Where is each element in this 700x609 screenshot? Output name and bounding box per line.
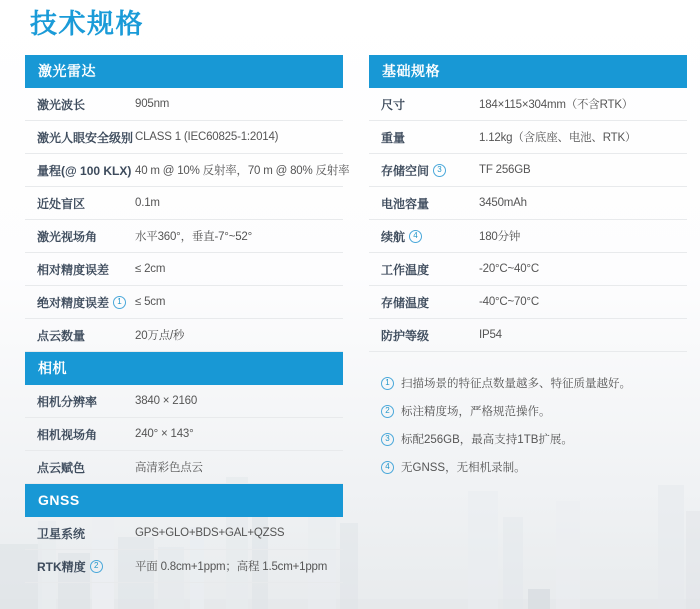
- footnote-number-icon: 3: [381, 433, 394, 446]
- spec-label: 相机分辨率: [37, 394, 98, 409]
- section-camera: [25, 352, 343, 484]
- spec-row-laser-wavelength: [25, 88, 343, 121]
- footnotes-list: [369, 375, 687, 475]
- spec-value: 905nm: [135, 98, 170, 110]
- section-header-basic: 基础规格: [369, 55, 687, 88]
- spec-value: 3450mAh: [479, 197, 527, 209]
- spec-row-relative-accuracy: [25, 253, 343, 286]
- footnote-2: [381, 403, 687, 419]
- spec-label: RTK精度: [37, 559, 86, 574]
- footnote-marker-4: 4: [409, 230, 422, 243]
- spec-value: ≤ 2cm: [135, 263, 166, 275]
- footnote-text: 扫描场景的特征点数量越多、特征质量越好。: [401, 378, 631, 390]
- spec-value: CLASS 1 (IEC60825-1:2014): [135, 131, 279, 143]
- footnote-text: 标注精度场，严格规范操作。: [401, 406, 551, 418]
- page-title: 技术规格: [30, 9, 144, 39]
- spec-label: 相机视场角: [37, 427, 98, 442]
- footnote-number-icon: 4: [381, 461, 394, 474]
- section-header-lidar: 激光雷达: [25, 55, 343, 88]
- footnote-text: 无GNSS，无相机录制。: [401, 462, 526, 474]
- spec-value: 1.12kg（含底座、电池、RTK）: [479, 132, 637, 144]
- spec-label: 点云赋色: [37, 460, 86, 475]
- spec-row-storage-temp: [369, 286, 687, 319]
- left-column: [25, 55, 350, 583]
- spec-label: 相对精度误差: [37, 262, 110, 277]
- spec-label: 存储温度: [381, 295, 430, 310]
- spec-row-weight: [369, 121, 687, 154]
- spec-row-dimensions: [369, 88, 687, 121]
- footnote-marker-1: 1: [113, 296, 126, 309]
- footnote-3: [381, 431, 687, 447]
- spec-label: 续航: [381, 229, 406, 244]
- spec-label: 尺寸: [381, 97, 406, 112]
- spec-row-point-colorization: [25, 451, 343, 484]
- spec-row-camera-fov: [25, 418, 343, 451]
- spec-row-range: [25, 154, 350, 187]
- spec-row-storage: [369, 154, 687, 187]
- spec-row-battery-capacity: [369, 187, 687, 220]
- spec-row-ip-rating: [369, 319, 687, 352]
- spec-row-laser-fov: [25, 220, 343, 253]
- spec-row-point-rate: [25, 319, 343, 352]
- spec-value: 240° × 143°: [135, 428, 194, 440]
- spec-value: GPS+GLO+BDS+GAL+QZSS: [135, 527, 285, 539]
- spec-label: 量程(@ 100 KLX): [37, 163, 132, 178]
- spec-label: 近处盲区: [37, 196, 86, 211]
- spec-row-camera-resolution: [25, 385, 343, 418]
- spec-row-absolute-accuracy: [25, 286, 343, 319]
- spec-value: 水平360°，垂直-7°~52°: [135, 231, 253, 243]
- spec-value: 180分钟: [479, 231, 521, 243]
- spec-columns: [25, 55, 687, 583]
- footnote-marker-2: 2: [90, 560, 103, 573]
- spec-value: 平面 0.8cm+1ppm；高程 1.5cm+1ppm: [135, 561, 328, 573]
- footnote-number-icon: 1: [381, 377, 394, 390]
- spec-value: 3840 × 2160: [135, 395, 198, 407]
- section-lidar: [25, 55, 350, 352]
- right-column: [369, 55, 687, 487]
- spec-value: 40 m @ 10% 反射率，70 m @ 80% 反射率: [135, 165, 350, 177]
- spec-value: TF 256GB: [479, 164, 531, 176]
- spec-value: 高清彩色点云: [135, 462, 203, 474]
- spec-row-satellite-systems: [25, 517, 343, 550]
- spec-value: 20万点/秒: [135, 330, 185, 342]
- spec-label: 卫星系统: [37, 526, 86, 541]
- section-basic-specs: [369, 55, 687, 352]
- footnote-1: [381, 375, 687, 391]
- spec-label: 激光波长: [37, 97, 86, 112]
- section-header-gnss: GNSS: [25, 484, 343, 517]
- spec-value: IP54: [479, 329, 502, 341]
- spec-label: 激光视场角: [37, 229, 98, 244]
- spec-value: -40°C~70°C: [479, 296, 539, 308]
- spec-label: 工作温度: [381, 262, 430, 277]
- spec-row-rtk-accuracy: [25, 550, 343, 583]
- spec-row-eye-safety: [25, 121, 343, 154]
- spec-label: 激光人眼安全级别: [37, 130, 134, 145]
- spec-label: 重量: [381, 130, 406, 145]
- spec-value: ≤ 5cm: [135, 296, 166, 308]
- spec-value: -20°C~40°C: [479, 263, 539, 275]
- spec-label: 绝对精度误差: [37, 295, 110, 310]
- spec-label: 存储空间: [381, 163, 430, 178]
- spec-value: 0.1m: [135, 197, 160, 209]
- spec-row-battery-life: [369, 220, 687, 253]
- spec-label: 电池容量: [381, 196, 430, 211]
- spec-value: 184×115×304mm（不含RTK）: [479, 99, 634, 111]
- spec-label: 防护等级: [381, 328, 430, 343]
- spec-label: 点云数量: [37, 328, 86, 343]
- footnote-text: 标配256GB，最高支持1TB扩展。: [401, 434, 573, 446]
- spec-row-blind-zone: [25, 187, 343, 220]
- footnote-marker-3: 3: [433, 164, 446, 177]
- section-header-camera: 相机: [25, 352, 343, 385]
- spec-row-operating-temp: [369, 253, 687, 286]
- footnote-4: [381, 459, 687, 475]
- section-gnss: [25, 484, 343, 583]
- footnote-number-icon: 2: [381, 405, 394, 418]
